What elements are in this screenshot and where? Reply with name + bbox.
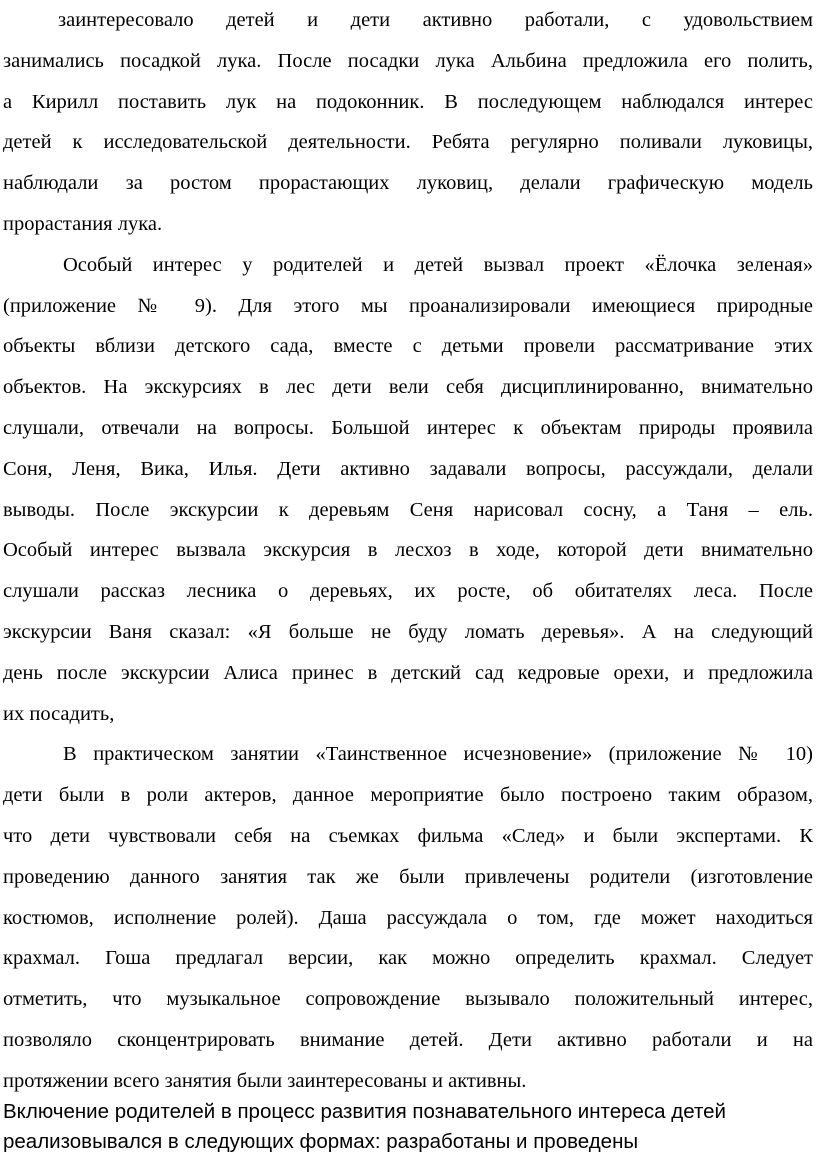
text-line: экскурсии Ваня сказал: «Я больше не буду ломать деревья». А на следующий	[3, 620, 813, 643]
text-line: протяжении всего занятия были заинтересованы и активны.	[3, 1069, 527, 1092]
text-line: Особый интерес вызвала экскурсия в лесхоз в ходе, которой дети внимательно	[3, 539, 813, 562]
closing-paragraph	[3, 1097, 813, 1157]
text-line: дети были в роли актеров, данное мероприятие было построено таким образом,	[3, 784, 813, 807]
text-line: объектов. На экскурсиях в лес дети вели себя дисциплинированно, внимательно	[3, 376, 813, 399]
text-line: что дети чувствовали себя на съемках фильма «След» и были экспертами. К	[3, 824, 813, 847]
text-line: выводы. После экскурсии к деревьям Сеня нарисовал сосну, а Таня – ель.	[3, 498, 813, 521]
text-line: В практическом занятии «Таинственное исчезновение» (приложение № 10)	[63, 743, 813, 766]
text-line: позволяло сконцентрировать внимание детей. Дети активно работали и на	[3, 1028, 813, 1051]
text-line: Соня, Леня, Вика, Илья. Дети активно задавали вопросы, рассуждали, делали	[3, 457, 813, 480]
paragraph-3	[3, 734, 813, 1101]
text-line: наблюдали за ростом прорастающих луковиц, делали графическую модель	[3, 172, 813, 195]
text-line: заинтересовало детей и дети активно работали, с удовольствием	[58, 9, 813, 31]
text-line: отметить, что музыкальное сопровождение вызывало положительный интерес,	[3, 988, 813, 1011]
text-line: Особый интерес у родителей и детей вызвал проект «Ёлочка зеленая»	[63, 253, 813, 276]
paragraph-2	[3, 245, 813, 735]
text-line: (приложение № 9). Для этого мы проанализировали имеющиеся природные	[3, 294, 813, 317]
text-line: Включение родителей в процесс развития познавательного интереса детей	[3, 1100, 726, 1123]
text-line: крахмал. Гоша предлагал версии, как можно определить крахмал. Следует	[3, 947, 813, 970]
text-line: реализовывался в следующих формах: разработаны и проведены	[3, 1130, 639, 1153]
text-line: слушали рассказ лесника о деревьях, их росте, об обитателях леса. После	[3, 580, 813, 603]
text-line: день после экскурсии Алиса принес в детский сад кедровые орехи, и предложила	[3, 661, 813, 684]
text-line: проведению данного занятия так же были привлечены родители (изготовление	[3, 865, 813, 888]
text-line: костюмов, исполнение ролей). Даша рассуждала о том, где может находиться	[3, 906, 813, 929]
text-line: прорастания лука.	[3, 212, 163, 235]
document-body	[3, 0, 813, 1102]
text-line: слушали, отвечали на вопросы. Большой интерес к объектам природы проявила	[3, 416, 813, 439]
text-line: занимались посадкой лука. После посадки лука Альбина предложила его полить,	[3, 49, 813, 72]
text-line: объекты вблизи детского сада, вместе с детьми провели рассматривание этих	[3, 335, 813, 358]
text-line: детей к исследовательской деятельности. Ребята регулярно поливали луковицы,	[3, 131, 813, 154]
paragraph-1	[3, 0, 813, 245]
text-line: а Кирилл поставить лук на подоконник. В последующем наблюдался интерес	[3, 90, 813, 113]
text-line: их посадить,	[3, 702, 115, 725]
